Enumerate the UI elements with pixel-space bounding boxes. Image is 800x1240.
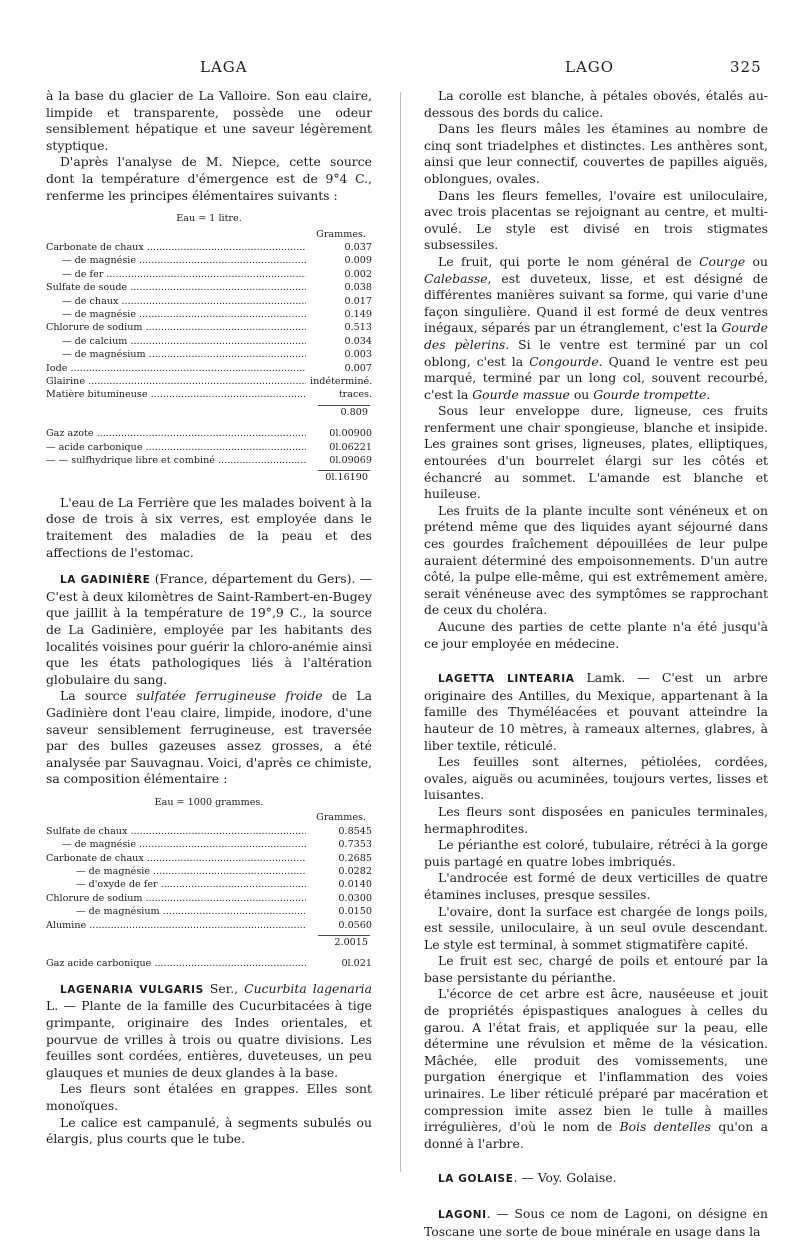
analysis-table-la-ferriere xyxy=(46,212,372,485)
table-row xyxy=(46,454,372,467)
header-center-word: LAGO xyxy=(565,58,615,76)
paragraph: Sous leur enveloppe dure, ligneuse, ces fruits renferment une chair spongieuse, blanche et insipide. Les graines sont grises, ligneuses, plates, elliptiques, entourées d'un bourrelet élargi sur les côtés et échancré au sommet. L'amande est blanche et huileuse. xyxy=(424,403,768,502)
paragraph xyxy=(46,688,372,788)
row-value: 0.8545 xyxy=(306,825,372,838)
row-label: — de fer ..... xyxy=(46,268,306,281)
row-value: 0.0140 xyxy=(306,878,372,891)
paragraph: Les feuilles sont alternes, pétiolées, cordées, ovales, aiguës ou acuminées, toujours vertes, lisses et luisantes. xyxy=(424,754,768,803)
text-span: , est duveteux, lisse, et est désigné de différentes manières suivant sa forme, qui varie d'une façon singulière. Quand il est formé de deux ventres inégaux, séparés par un étranglement, c'est la xyxy=(424,270,768,336)
table-row xyxy=(46,348,372,361)
table-row xyxy=(46,335,372,348)
entry-lagenaria xyxy=(46,981,372,1082)
table-row xyxy=(46,441,372,454)
table-row xyxy=(46,905,372,918)
table-unit: Grammes. xyxy=(316,228,366,240)
table-row xyxy=(46,825,372,838)
table-row xyxy=(46,852,372,865)
row-label: Sulfate de soude ..... xyxy=(46,281,306,294)
row-label: — de magnésie ..... xyxy=(46,838,306,851)
text-span: Ser., xyxy=(203,980,245,996)
row-label: Chlorure de sodium ..... xyxy=(46,321,306,334)
table-row xyxy=(46,838,372,851)
italic-term: Gourde trompette xyxy=(593,386,707,402)
row-value: 0.149 xyxy=(306,308,372,321)
text-span: . xyxy=(706,386,711,402)
entry-headword: LA GOLAISE xyxy=(438,1173,514,1186)
row-label: Iode ..... xyxy=(46,362,306,375)
table-row xyxy=(46,388,372,401)
entry-text: . — Voy. Golaise. xyxy=(513,1170,617,1186)
paragraph: L'eau de La Ferrière que les malades boivent à la dose de trois à six verres, est employée dans le traitement des maladies de la peau et des affections de l'estomac. xyxy=(46,494,372,560)
row-value: 0.0300 xyxy=(306,892,372,905)
row-label: Sulfate de chaux ..... xyxy=(46,825,306,838)
table-row xyxy=(46,919,372,932)
paragraph: Le périanthe est coloré, tubulaire, rétréci à la gorge puis partagé en quatre lobes imbriqués. xyxy=(424,837,768,869)
table-row xyxy=(46,321,372,334)
right-column xyxy=(424,88,768,1240)
row-label: Carbonate de chaux ..... xyxy=(46,852,306,865)
table-row xyxy=(46,878,372,891)
row-label: Glairine ..... xyxy=(46,375,306,388)
row-label: Gaz acide carbonique ..... xyxy=(46,957,306,970)
entry-text: L. — Plante de la famille des Cucurbitacées à tige grimpante, originaire des Indes orientales, et pourvue de vrilles à trois ou quatre divisions. Les feuilles sont cordées, entières, duveteuses, un peu glauques et munies de deux glandes à la base. xyxy=(46,998,372,1080)
table-caption: Eau = 1000 grammes. xyxy=(154,796,264,808)
row-label: — acide carbonique ..... xyxy=(46,441,306,454)
italic-term: Congourde xyxy=(529,353,599,369)
entry-lagoni xyxy=(424,1206,768,1240)
paragraph: La corolle est blanche, à pétales obovés, étalés au-dessous des bords du calice. xyxy=(424,88,768,120)
entry-lagetta xyxy=(424,670,768,754)
row-value: 0l.06221 xyxy=(306,441,372,454)
italic-term: Calebasse xyxy=(424,270,488,286)
row-label: — de magnésium ..... xyxy=(46,905,306,918)
row-value: 0.034 xyxy=(306,335,372,348)
left-column xyxy=(46,88,372,1148)
row-label: — de chaux ..... xyxy=(46,295,306,308)
paragraph: Les fleurs sont étalées en grappes. Elles sont monoïques. xyxy=(46,1081,372,1113)
table-caption: Eau = 1 litre. xyxy=(176,213,242,225)
text-span: L'écorce de cet arbre est âcre, nauséeuse et jouit de propriétés épispastiques analogues à celles du garou. A l'état frais, et appliquée sur la peau, elle détermine une révulsion et même de la vésication. Mâchée, elle produit des vomissements, une purgation énergique et l'inflammation des voies urinaires. Le liber réticulé préparé par macération et compression imite assez bien le tulle à mailles irrégulières, d'où le nom de xyxy=(424,986,768,1135)
paragraph: L'ovaire, dont la surface est chargée de longs poils, est sessile, uniloculaire, à un seul ovule descendant. Le style est terminal, à sommet stigmatifère capité. xyxy=(424,903,768,952)
entry-text: . — Sous ce nom de Lagoni, on désigne en Toscane une sorte de boue minérale en usage dans la xyxy=(424,1206,768,1239)
paragraph xyxy=(424,986,768,1152)
entry-la-golaise xyxy=(424,1170,768,1188)
paragraph xyxy=(424,254,768,403)
row-value: 0.0150 xyxy=(306,905,372,918)
paragraph: Le calice est campanulé, à segments subulés ou élargis, plus courts que le tube. xyxy=(46,1114,372,1147)
entry-headword: LAGONI xyxy=(438,1209,487,1221)
row-label: — de magnésie ..... xyxy=(46,254,306,267)
table-row xyxy=(46,308,372,321)
row-label: — de magnésium ..... xyxy=(46,348,306,361)
text-span: ou xyxy=(745,253,768,269)
table-row xyxy=(46,295,372,308)
entry-la-gadiniere xyxy=(46,571,372,688)
row-value: 0.007 xyxy=(306,362,372,375)
paragraph: Le fruit est sec, chargé de poils et entouré par la base persistante du périanthe. xyxy=(424,953,768,985)
table-row xyxy=(46,268,372,281)
text-span: Le fruit, qui porte le nom général de xyxy=(438,253,700,269)
row-label: Matière bitumineuse ..... xyxy=(46,388,306,401)
paragraph: Dans les fleurs femelles, l'ovaire est uniloculaire, avec trois placentas se rejoignant au centre, et multi-ovulé. Le style est divisé en trois stigmates subsessiles. xyxy=(424,187,768,253)
table-row xyxy=(46,241,372,254)
row-label: — de magnésie ..... xyxy=(46,865,306,878)
table-row xyxy=(46,254,372,267)
row-value: traces. xyxy=(306,388,372,401)
table-row xyxy=(46,892,372,905)
table-total: 2.0015 xyxy=(334,937,368,949)
text-span: La source xyxy=(60,688,137,704)
column-divider xyxy=(400,92,401,1172)
row-label: Gaz azote ..... xyxy=(46,427,306,440)
italic-term: Gourde des pèlerins xyxy=(424,320,768,352)
gas-total: 0l.16190 xyxy=(325,472,368,484)
row-value: 0.038 xyxy=(306,281,372,294)
row-value: 0.0282 xyxy=(306,865,372,878)
paragraph: Aucune des parties de cette plante n'a été jusqu'à ce jour employée en médecine. xyxy=(424,619,768,651)
row-value: 0.017 xyxy=(306,295,372,308)
row-label: Alumine ..... xyxy=(46,919,306,932)
row-label: — — sulfhydrique libre et combiné ..... xyxy=(46,454,306,467)
page-number: 325 xyxy=(730,58,762,76)
text-span: qu'on a donné à l'arbre. xyxy=(424,1119,768,1151)
entry-headword: LA GADINIÈRE xyxy=(60,574,151,587)
row-value: 0.513 xyxy=(306,321,372,334)
entry-headword: LAGENARIA VULGARIS xyxy=(60,983,204,996)
italic-term: Courge xyxy=(699,253,746,269)
text-span: ou xyxy=(569,386,594,402)
italic-term: Cucurbita lagenaria xyxy=(244,980,372,996)
row-value: 0l.021 xyxy=(306,957,372,970)
table-row xyxy=(46,375,372,388)
entry-headword: LAGETTA LINTEARIA xyxy=(438,673,575,686)
row-value: 0.009 xyxy=(306,254,372,267)
table-unit: Grammes. xyxy=(316,812,366,824)
text-span: . Si le ventre est terminé par un col oblong, c'est la xyxy=(424,336,768,369)
text-span: . Quand le ventre est peu marqué, terminé par un long col, souvent recourbé, c'est la xyxy=(424,353,769,402)
row-value: 0.037 xyxy=(306,241,372,254)
row-value: 0l.09069 xyxy=(306,454,372,467)
table-total: 0.809 xyxy=(340,406,368,418)
row-value: indéterminé. xyxy=(306,375,372,388)
paragraph: Les fleurs sont disposées en panicules terminales, hermaphrodites. xyxy=(424,803,768,836)
entry-text: Lamk. — C'est un arbre originaire des Antilles, du Mexique, appartenant à la famille des Thyméléacées et pouvant atteindre la hauteur de 10 mètres, à rameaux alternes, glabres, à liber textile, réticulé. xyxy=(424,670,768,753)
row-value: 0.2685 xyxy=(306,852,372,865)
paragraph: Dans les fleurs mâles les étamines au nombre de cinq sont triadelphes et distinctes. Les anthères sont, ainsi que leur connectif, couvertes de papilles aiguës, oblongues, ovales. xyxy=(424,121,768,186)
table-row xyxy=(46,957,372,970)
row-label: — de calcium ..... xyxy=(46,335,306,348)
header-left-word: LAGA xyxy=(200,58,248,76)
entry-text: (France, département du Gers). — C'est à deux kilomètres de Saint-Rambert-en-Bugey que jaillit à la température de 19°,9 C., la source de La Gadinière, employée par les habitants des localités voisines pour guérir la chloro-anémie ainsi que les états pathologiques liés à l'altération globulaire du sang. xyxy=(46,571,373,687)
text-span: de La Gadinière dont l'eau claire, limpide, inodore, d'une saveur sensiblement ferrugineuse, est traversée par des bulles gazeuses assez grosses, a été analysée par Sauvagnau. Voici, d'après ce chimiste, sa composition élémentaire : xyxy=(46,688,372,787)
row-value: 0.002 xyxy=(306,268,372,281)
row-value: 0l.00900 xyxy=(306,427,372,440)
italic-term: sulfatée ferrugineuse froide xyxy=(136,688,323,704)
paragraph: à la base du glacier de La Valloire. Son eau claire, limpide et transparente, possède une odeur sensiblement hépatique et une saveur légèrement styptique. xyxy=(46,88,372,153)
row-label: — de magnésie ..... xyxy=(46,308,306,321)
paragraph: Les fruits de la plante inculte sont vénéneux et on prétend même que des liquides ayant séjourné dans ces gourdes fraîchement dépouillées de leur pulpe auraient déterminé des empoisonnements. D'un autre côté, la pulpe elle-même, qui est extrêmement amère, serait vénéneuse avec des symptômes se rapprochant de ceux du choléra. xyxy=(424,502,768,618)
table-row xyxy=(46,865,372,878)
italic-term: Bois dentelles xyxy=(619,1119,711,1135)
row-label: Chlorure de sodium ..... xyxy=(46,892,306,905)
table-row xyxy=(46,362,372,375)
italic-term: Gourde massue xyxy=(472,386,570,402)
table-row xyxy=(46,281,372,294)
row-label: — d'oxyde de fer ..... xyxy=(46,878,306,891)
row-label: Carbonate de chaux ..... xyxy=(46,241,306,254)
row-value: 0.003 xyxy=(306,348,372,361)
running-header xyxy=(0,58,800,80)
paragraph: D'après l'analyse de M. Niepce, cette source dont la température d'émergence est de 9°4 C., renferme les principes élémentaires suivants : xyxy=(46,154,372,203)
row-value: 0.7353 xyxy=(306,838,372,851)
paragraph: L'androcée est formé de deux verticilles de quatre étamines incluses, presque sessiles. xyxy=(424,870,768,902)
table-row xyxy=(46,427,372,440)
analysis-table-la-gadiniere xyxy=(46,796,372,971)
row-value: 0.0560 xyxy=(306,919,372,932)
